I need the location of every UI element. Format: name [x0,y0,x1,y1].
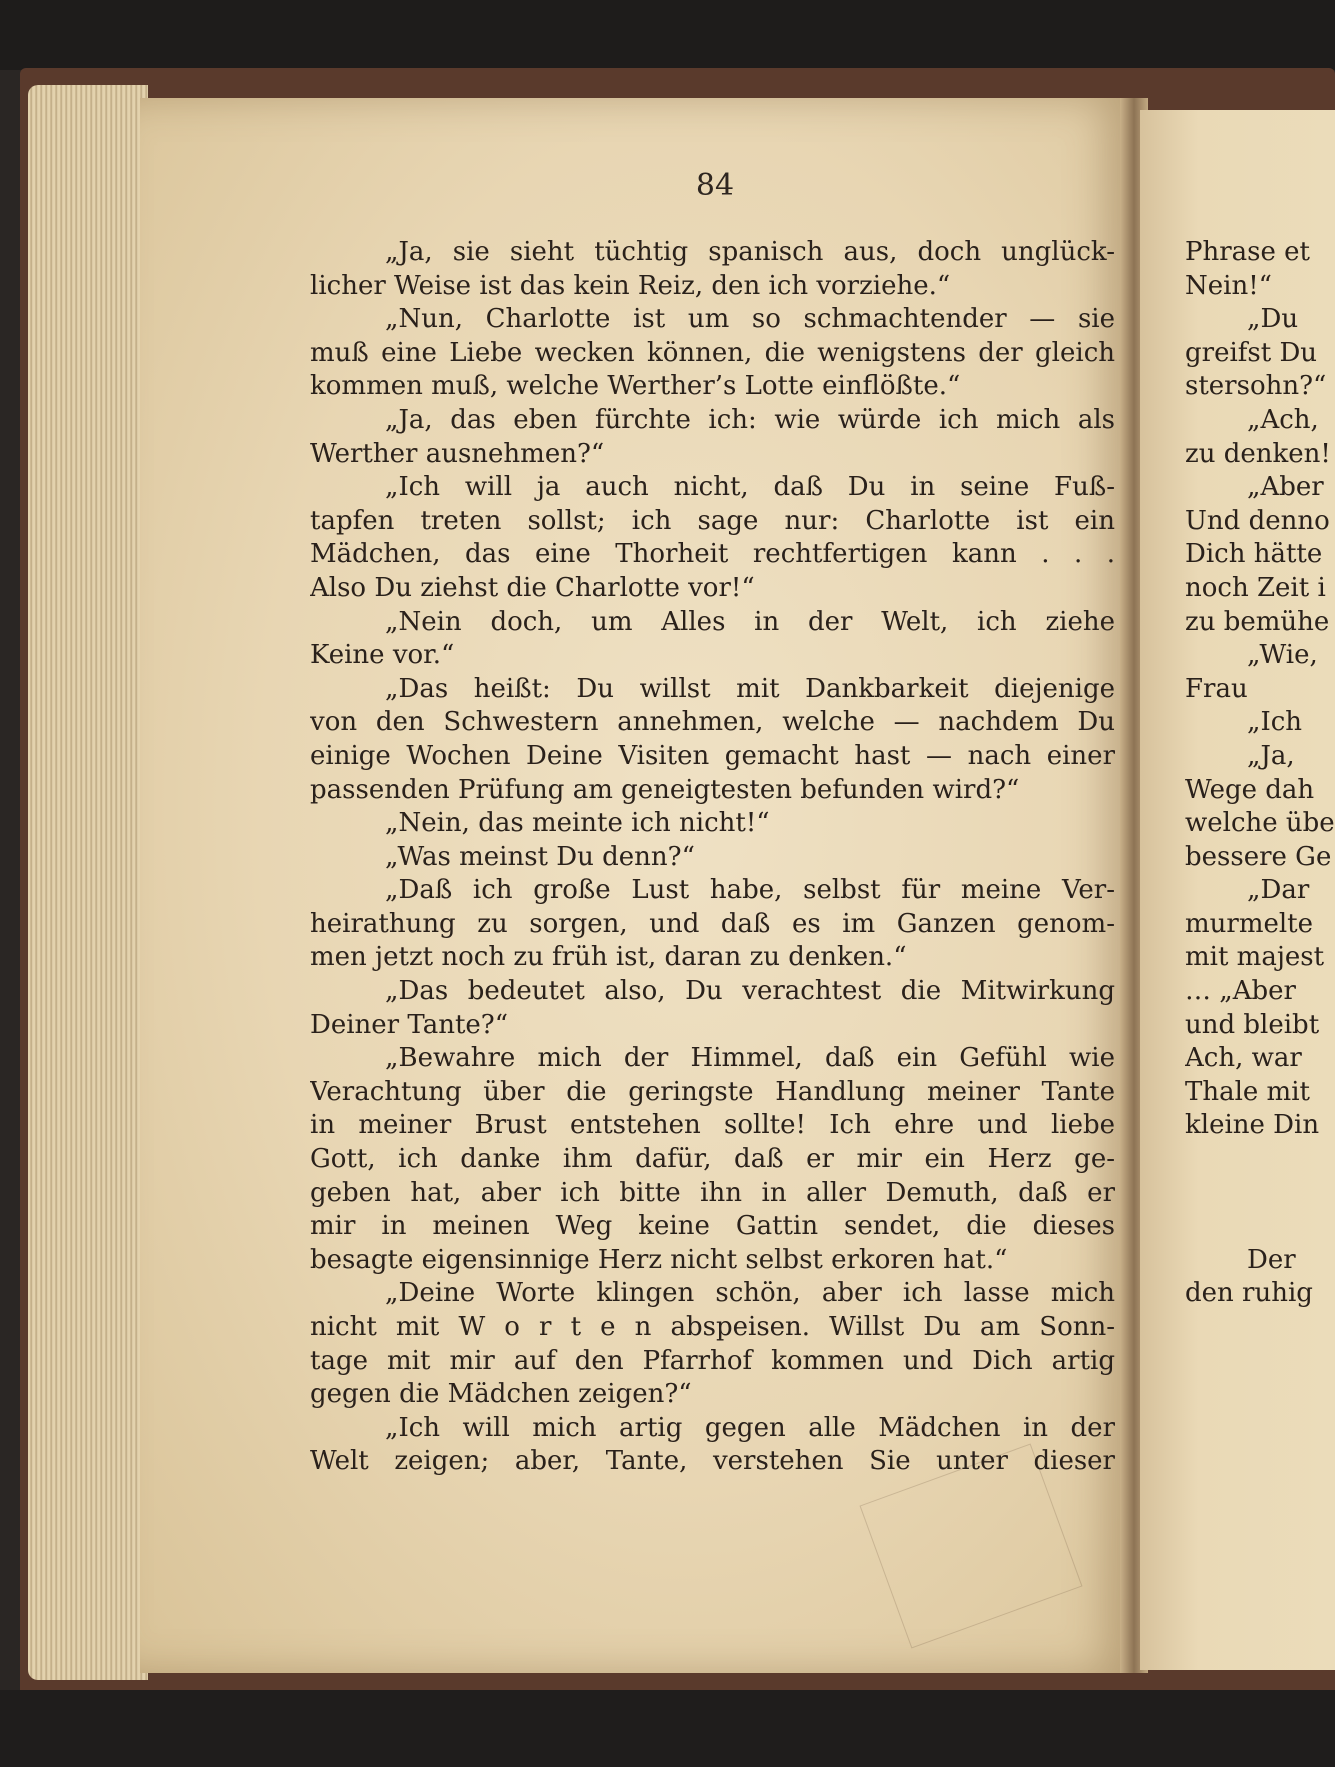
text-line: Ach, war [1185,1043,1302,1074]
text-line: Und denno [1185,505,1330,536]
text-line: „Ja, [1247,740,1295,771]
left-page-text [310,236,1115,1479]
text-line: tage mit mir auf den Pfarrhof kommen und Dich artig [310,1345,1115,1376]
text-line: … „Aber [1185,976,1296,1007]
page-number: 84 [695,168,735,203]
text-line: in meiner Brust entstehen sollte! Ich ehre und liebe [310,1110,1115,1141]
right-page-text [1185,236,1335,1311]
text-line: und bleibt [1185,1009,1320,1040]
text-line: „Ich will mich artig gegen alle Mädchen in der [385,1412,1115,1443]
text-line: einige Wochen Deine Visiten gemacht hast — nach einer [310,740,1115,771]
text-line: Wege dah [1185,774,1315,805]
text-line: licher Weise ist das kein Reiz, den ich vorziehe.“ [310,270,951,301]
text-line: „Deine Worte klingen schön, aber ich lasse mich [385,1278,1115,1309]
text-line: men jetzt noch zu früh ist, daran zu denken.“ [310,942,907,973]
text-line: „Was meinst Du denn?“ [385,841,695,872]
text-line: tapfen treten sollst; ich sage nur: Charlotte ist ein [310,505,1115,536]
text-line: Also Du ziehst die Charlotte vor!“ [310,572,755,603]
text-line: besagte eigensinnige Herz nicht selbst erkoren hat.“ [310,1244,1008,1275]
text-line: zu bemühe [1185,606,1330,637]
text-line: von den Schwestern annehmen, welche — nachdem Du [310,707,1115,738]
text-line: Gott, ich danke ihm dafür, daß er mir ein Herz ge- [310,1144,1115,1175]
text-line: „Daß ich große Lust habe, selbst für meine Ver- [385,875,1115,906]
text-line: den ruhig [1185,1278,1313,1309]
text-line: Welt zeigen; aber, Tante, verstehen Sie unter dieser [310,1446,1115,1477]
text-line: „Ja, das eben fürchte ich: wie würde ich mich als [385,404,1115,435]
text-line: murmelte [1185,908,1314,939]
text-line: mit majest [1185,942,1325,973]
text-line: Werther ausnehmen?“ [310,438,605,469]
text-line: Frau [1185,673,1248,704]
text-line: gegen die Mädchen zeigen?“ [310,1379,692,1410]
text-line: „Wie, [1247,640,1318,671]
text-line: Phrase et [1185,237,1310,267]
text-line: „Das heißt: Du willst mit Dankbarkeit diejenige [385,673,1115,704]
text-line: Verachtung über die geringste Handlung meiner Tante [310,1076,1115,1107]
text-line: Mädchen, das eine Thorheit rechtfertigen kann . . . [310,539,1115,570]
text-line: „Ich [1247,707,1303,738]
page-edges [28,85,148,1680]
text-line: zu denken! [1185,438,1331,469]
text-line: „Ach, [1247,404,1319,435]
text-line: „Aber [1247,472,1324,503]
text-line: „Nun, Charlotte ist um so schmachtender — sie [385,304,1115,335]
text-line: Thale mit [1185,1076,1310,1107]
text-line: Nein!“ [1185,270,1272,301]
text-line: bessere Ge [1185,841,1332,872]
text-line: noch Zeit i [1185,572,1326,603]
text-line: „Nein doch, um Alles in der Welt, ich ziehe [385,606,1115,637]
text-line: greifst Du [1185,337,1318,368]
background-top [0,0,1335,70]
text-line: „Bewahre mich der Himmel, daß ein Gefühl wie [385,1043,1115,1074]
text-line: „Ich will ja auch nicht, daß Du in seine Fuß- [385,472,1115,503]
text-line: „Nein, das meinte ich nicht!“ [385,808,770,839]
text-line: geben hat, aber ich bitte ihn in aller Demuth, daß er [310,1177,1115,1208]
text-line [1185,1143,1335,1177]
text-line: Deiner Tante?“ [310,1009,509,1040]
text-line: stersohn?“ [1185,371,1327,402]
text-line: passenden Prüfung am geneigtesten befunden wird?“ [310,774,1020,805]
text-line: „Ja, sie sieht tüchtig spanisch aus, doch unglück- [385,237,1115,267]
text-line: mir in meinen Weg keine Gattin sendet, die dieses [310,1211,1115,1242]
text-line: „Das bedeutet also, Du verachtest die Mitwirkung [385,976,1115,1007]
background-bottom [0,1690,1335,1767]
text-line: „Du [1247,304,1299,335]
text-line: heirathung zu sorgen, und daß es im Ganzen genom- [310,908,1115,939]
text-line: „Dar [1247,875,1310,906]
text-line: Keine vor.“ [310,640,455,671]
text-line: muß eine Liebe wecken können, die wenigstens der gleich [310,337,1115,368]
text-line: kleine Din [1185,1110,1320,1141]
text-line: kommen muß, welche Werther’s Lotte einflößte.“ [310,371,961,402]
text-line: welche übe [1185,808,1335,839]
text-line [1185,1210,1335,1244]
text-line: Der [1247,1244,1296,1275]
text-line: nicht mit W o r t e n abspeisen. Willst Du am Sonn- [310,1312,1115,1342]
text-line [1185,1177,1335,1211]
text-line: Dich hätte [1185,539,1323,570]
